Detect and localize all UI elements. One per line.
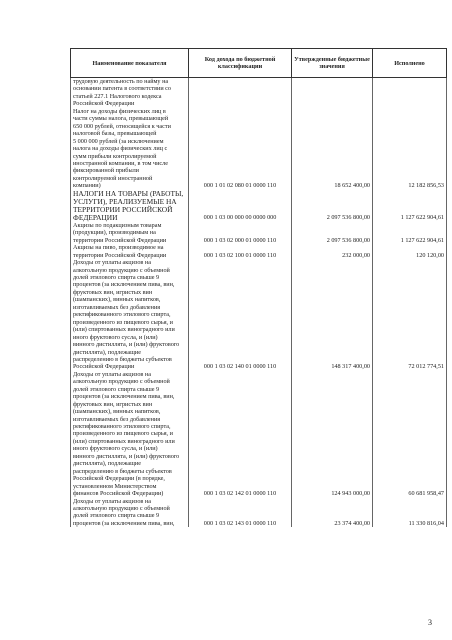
cell-code: 000 1 03 02 100 01 0000 110 <box>189 244 292 259</box>
cell-name: Акцизы на пиво, производимое на территории Российской Федерации <box>71 244 189 259</box>
table-body <box>71 78 447 528</box>
cell-name: трудовую деятельность по найму на основании патента в соответствии со статьей 227.1 Налогового кодекса Российской Федерации Налог на доходы физических лиц в части суммы налога, превышающей 650 000 рублей, относящейся к части налоговой базы, превышающей 5 000 000 рублей (за исключением налога на доходы физических лиц с сумм прибыли контролируемой иностранной компании, в том числе фиксированной прибыли контролируемой иностранной компании) <box>71 78 189 190</box>
table-row <box>71 190 447 222</box>
cell-code: 000 1 01 02 080 01 0000 110 <box>189 78 292 190</box>
cell-name: НАЛОГИ НА ТОВАРЫ (РАБОТЫ, УСЛУГИ), РЕАЛИЗУЕМЫЕ НА ТЕРРИТОРИИ РОССИЙСКОЙ ФЕДЕРАЦИИ <box>71 190 189 222</box>
cell-executed: 11 330 816,04 <box>373 498 447 528</box>
cell-name: Доходы от уплаты акцизов на алкогольную продукцию с объемной долей этилового спирта свыше 9 процентов (за исключением пива, вин, фруктовых вин, игристых вин (шампанских), винных напитков, изготавливаемых без добавления ректификованного этилового спирта, произведенного из пищевого сырья, и (или) спиртованных виноградного или иного фруктового сусла, и (или) винного дистиллята, и (или) фруктового дистиллята), подлежащие распределению в бюджеты субъектов Российской Федерации <box>71 259 189 371</box>
table-row <box>71 259 447 371</box>
header-name: Наименование показателя <box>71 49 189 78</box>
cell-approved: 124 943 000,00 <box>292 371 373 498</box>
header-approved: Утвержденные бюджетные значения <box>292 49 373 78</box>
cell-executed: 12 182 856,53 <box>373 78 447 190</box>
cell-name: Доходы от уплаты акцизов на алкогольную продукцию с объемной долей этилового спирта свыше 9 процентов (за исключением пива, вин, фруктовых вин, игристых вин (шампанских), винных напитков, изготавливаемых без добавления ректификованного этилового спирта, произведенного из пищевого сырья, и (или) спиртованных виноградного или иного фруктового сусла, и (или) винного дистиллята, и (или) фруктового дистиллята), подлежащие распределению в бюджеты субъектов Российской Федерации (в порядке, установленном Министерством финансов Российской Федерации) <box>71 371 189 498</box>
cell-executed: 1 127 622 904,61 <box>373 222 447 244</box>
header-code: Код дохода по бюджетной классификации <box>189 49 292 78</box>
table-row <box>71 244 447 259</box>
cell-executed: 60 681 958,47 <box>373 371 447 498</box>
cell-code: 000 1 03 00 000 00 0000 000 <box>189 190 292 222</box>
cell-code: 000 1 03 02 000 01 0000 110 <box>189 222 292 244</box>
table-row <box>71 498 447 528</box>
cell-code: 000 1 03 02 142 01 0000 110 <box>189 371 292 498</box>
cell-code: 000 1 03 02 143 01 0000 110 <box>189 498 292 528</box>
cell-approved: 2 097 536 800,00 <box>292 222 373 244</box>
cell-name: Доходы от уплаты акцизов на алкогольную продукцию с объемной долей этилового спирта свыше 9 процентов (за исключением пива, вин, <box>71 498 189 528</box>
cell-executed: 72 012 774,51 <box>373 259 447 371</box>
cell-code: 000 1 03 02 140 01 0000 110 <box>189 259 292 371</box>
cell-executed: 120 120,00 <box>373 244 447 259</box>
cell-approved: 148 317 400,00 <box>292 259 373 371</box>
table-row <box>71 222 447 244</box>
cell-approved: 23 374 400,00 <box>292 498 373 528</box>
page-number: 3 <box>428 618 432 627</box>
cell-approved: 2 097 536 800,00 <box>292 190 373 222</box>
table-header-row <box>71 49 447 78</box>
table-row <box>71 78 447 190</box>
cell-approved: 18 652 400,00 <box>292 78 373 190</box>
cell-executed: 1 127 622 904,61 <box>373 190 447 222</box>
cell-approved: 232 000,00 <box>292 244 373 259</box>
budget-revenue-table <box>70 48 447 527</box>
table-row <box>71 371 447 498</box>
header-executed: Исполнено <box>373 49 447 78</box>
cell-name: Акцизы по подакцизным товарам (продукции), производимым на территории Российской Федерации <box>71 222 189 244</box>
